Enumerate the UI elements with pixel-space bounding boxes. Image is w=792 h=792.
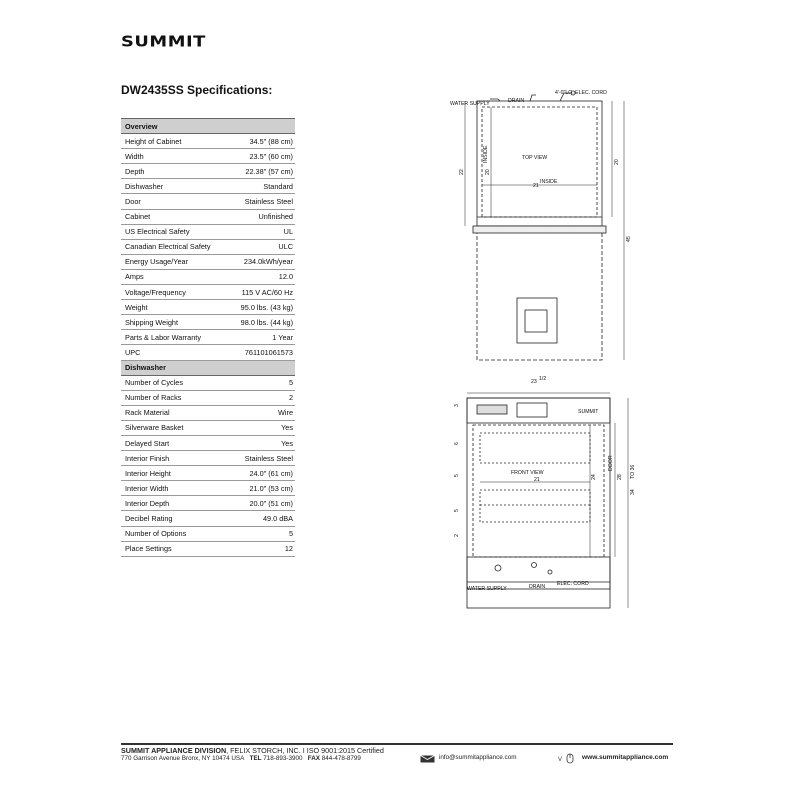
spec-row	[121, 300, 295, 315]
footer-address-line	[121, 755, 361, 762]
spec-row	[121, 451, 295, 466]
spec-value: Stainless Steel	[227, 451, 295, 466]
spec-value: 12	[227, 541, 295, 556]
spec-table	[121, 118, 295, 557]
spec-label: Delayed Start	[121, 435, 227, 450]
spec-row	[121, 481, 295, 496]
spec-value: ULC	[227, 239, 295, 254]
spec-value: Wire	[227, 405, 295, 420]
spec-row	[121, 390, 295, 405]
spec-row	[121, 330, 295, 345]
spec-row	[121, 209, 295, 224]
footer-division-rest: , FELIX STORCH, INC. I ISO 9001:2015 Certified	[226, 746, 384, 755]
spec-label: Canadian Electrical Safety	[121, 239, 227, 254]
label-top-view: TOP VIEW	[522, 155, 548, 161]
top-view-outline	[477, 101, 602, 226]
spec-label: Shipping Weight	[121, 315, 227, 330]
section-header-overview	[121, 119, 295, 134]
label-dim-34-range-tail: TO 36	[630, 464, 636, 479]
spec-label: Interior Depth	[121, 496, 227, 511]
spec-row	[121, 179, 295, 194]
spec-value: 12.0	[227, 269, 295, 284]
label-dim-20: 20	[485, 169, 491, 175]
spec-label: Parts & Labor Warranty	[121, 330, 227, 345]
label-drain: DRAIN	[508, 98, 525, 104]
section-title: Overview	[121, 119, 295, 134]
spec-label: Number of Racks	[121, 390, 227, 405]
label-dim-34-range: 34	[630, 489, 636, 495]
spec-row	[121, 496, 295, 511]
spec-value: 34.5" (88 cm)	[227, 134, 295, 149]
spec-row	[121, 375, 295, 390]
spec-value: 49.0 dBA	[227, 511, 295, 526]
label-dim-5a: 5	[454, 474, 460, 477]
label-panel-brand: SUMMIT	[578, 409, 599, 415]
label-dim-23-frac: 1/2	[539, 376, 547, 382]
spec-value: 115 V AC/60 Hz	[227, 285, 295, 300]
spec-value: 95.0 lbs. (43 kg)	[227, 300, 295, 315]
section-header-dishwasher	[121, 360, 295, 375]
water-supply-fitting	[495, 565, 501, 571]
footer-tel: 718-893-3900	[263, 755, 303, 762]
spec-label: Decibel Rating	[121, 511, 227, 526]
spec-label: Width	[121, 149, 227, 164]
spec-value: 24.0" (61 cm)	[227, 466, 295, 481]
label-elec-cord-top: 4'-0"LG. ELEC. CORD	[555, 90, 607, 96]
label-dim-21-front: 21	[534, 477, 540, 483]
spec-label: Dishwasher	[121, 179, 227, 194]
mouse-icon	[558, 751, 580, 765]
footer-email-link[interactable]: info@summitappliance.com	[439, 754, 517, 761]
spec-row	[121, 194, 295, 209]
spec-row	[121, 149, 295, 164]
spec-value: 761101061573	[227, 345, 295, 360]
control-display	[517, 403, 547, 417]
spec-row	[121, 254, 295, 269]
footer-address: 770 Garrison Avenue Bronx, NY 10474 USA	[121, 755, 245, 762]
spec-value: 5	[227, 375, 295, 390]
label-water-supply: WATER SUPPLY	[450, 101, 490, 107]
footer-fax-label: FAX	[307, 755, 320, 762]
label-dim-20-right: 20	[614, 159, 620, 165]
spec-value: Standard	[227, 179, 295, 194]
label-dim-23-width: 23	[531, 379, 537, 385]
spec-row	[121, 315, 295, 330]
spec-label: Energy Usage/Year	[121, 254, 227, 269]
spec-row	[121, 345, 295, 360]
spec-row	[121, 511, 295, 526]
label-dim-2: 2	[454, 534, 460, 537]
control-buttons	[477, 405, 507, 414]
front-outline	[467, 398, 610, 608]
spec-value: Unfinished	[227, 209, 295, 224]
spec-label: Interior Finish	[121, 451, 227, 466]
label-inside: INSIDE	[540, 179, 558, 185]
spec-label: Number of Cycles	[121, 375, 227, 390]
label-dim-28: 28	[617, 474, 623, 480]
spec-value: 5	[227, 526, 295, 541]
label-dim-45: 45	[626, 236, 632, 242]
spec-label: Voltage/Frequency	[121, 285, 227, 300]
spec-row	[121, 224, 295, 239]
drain-hose	[530, 95, 536, 101]
spec-label: Place Settings	[121, 541, 227, 556]
label-dim-5b: 5	[454, 509, 460, 512]
spec-row	[121, 285, 295, 300]
label-drain-bottom: DRAIN	[529, 584, 546, 590]
footer-fax: 844-478-8799	[321, 755, 361, 762]
label-dim-21-top: 21	[533, 183, 539, 189]
spec-value: Stainless Steel	[227, 194, 295, 209]
spec-row	[121, 164, 295, 179]
footer-tel-label: TEL	[249, 755, 262, 762]
label-door: DOOR	[608, 455, 614, 471]
section-title: Dishwasher	[121, 360, 295, 375]
spec-row	[121, 435, 295, 450]
label-dim-24: 24	[591, 474, 597, 480]
spec-value: 1 Year	[227, 330, 295, 345]
label-dim-6: 6	[454, 442, 460, 445]
footer-company-line	[121, 746, 384, 755]
spec-row	[121, 405, 295, 420]
spec-label: Number of Options	[121, 526, 227, 541]
lower-rack	[480, 490, 590, 522]
spec-value: Yes	[227, 435, 295, 450]
spec-value: 234.0kWh/year	[227, 254, 295, 269]
label-dim-3: 3	[454, 404, 460, 407]
open-door	[467, 226, 610, 393]
label-dim-22: 22	[459, 169, 465, 175]
label-elec-cord-bottom: ELEC. CORD	[557, 581, 589, 587]
spec-value: 98.0 lbs. (44 kg)	[227, 315, 295, 330]
footer-website-link[interactable]: www.summitappliance.com	[582, 754, 669, 761]
spec-label: Depth	[121, 164, 227, 179]
spec-label: Silverware Basket	[121, 420, 227, 435]
front-view	[467, 398, 628, 608]
footer-division: SUMMIT APPLIANCE DIVISION	[121, 746, 227, 755]
spec-row	[121, 526, 295, 541]
spec-value: 23.5" (60 cm)	[227, 149, 295, 164]
label-inside-vertical: INSIDE	[483, 145, 489, 163]
spec-label: Cabinet	[121, 209, 227, 224]
footer-rule	[121, 743, 673, 745]
spec-value: UL	[227, 224, 295, 239]
door-outline	[477, 226, 602, 360]
spec-value: 21.0" (53 cm)	[227, 481, 295, 496]
spec-row	[121, 420, 295, 435]
spec-label: Rack Material	[121, 405, 227, 420]
door-frame-top	[473, 226, 606, 233]
label-water-supply-bottom: WATER SUPPLY	[467, 586, 507, 592]
spec-row	[121, 541, 295, 556]
label-front-view: FRONT VIEW	[511, 470, 544, 476]
spec-row	[121, 239, 295, 254]
svg-text:V: V	[558, 757, 563, 763]
spec-label: Weight	[121, 300, 227, 315]
page-title: DW2435SS Specifications:	[121, 83, 273, 97]
spec-label: Door	[121, 194, 227, 209]
envelope-icon	[420, 755, 435, 763]
spec-value: 20.0" (51 cm)	[227, 496, 295, 511]
spec-value: 2	[227, 390, 295, 405]
spec-label: Interior Width	[121, 481, 227, 496]
summit-logo: SUMMIT	[121, 33, 206, 51]
spec-label: Height of Cabinet	[121, 134, 227, 149]
spec-value: 22.38" (57 cm)	[227, 164, 295, 179]
spec-label: UPC	[121, 345, 227, 360]
detergent-box	[517, 298, 557, 343]
spec-table-body	[121, 119, 295, 557]
spec-row	[121, 466, 295, 481]
spec-label: Amps	[121, 269, 227, 284]
spec-value: Yes	[227, 420, 295, 435]
spec-row	[121, 134, 295, 149]
cord-fitting	[548, 570, 552, 574]
drain-fitting	[532, 563, 537, 568]
top-view	[465, 91, 624, 360]
dimension-drawing	[440, 85, 640, 610]
detergent-inner	[525, 310, 547, 332]
upper-rack	[480, 433, 590, 463]
door-panel	[473, 425, 604, 557]
top-view-inner	[482, 107, 597, 217]
spec-label: Interior Height	[121, 466, 227, 481]
spec-label: US Electrical Safety	[121, 224, 227, 239]
spec-row	[121, 269, 295, 284]
